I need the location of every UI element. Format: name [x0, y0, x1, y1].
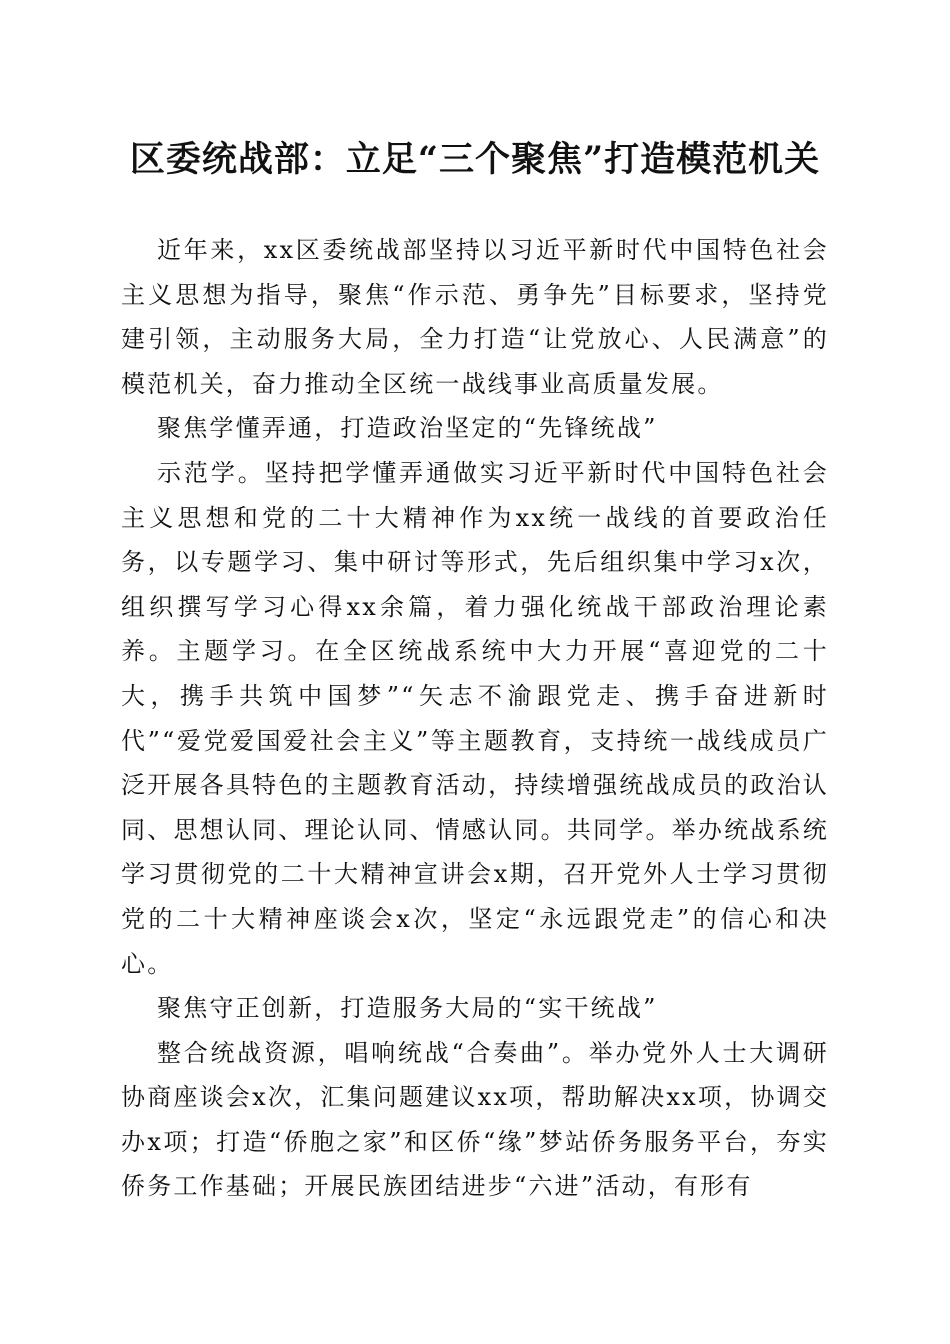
document-body — [121, 228, 829, 1209]
section-2-paragraph: 整合统战资源，唱响统战“合奏曲”。举办党外人士大调研协商座谈会x次，汇集问题建议xx项，帮助解决xx项，协调交办x项；打造“侨胞之家”和区侨“缘”梦站侨务服务平台，夯实侨务工作基础；开展民族团结进步“六进”活动，有形有 — [121, 1038, 829, 1201]
document-title: 区委统战部：立足“三个聚焦”打造模范机关 — [129, 139, 821, 180]
intro-paragraph: 近年来，xx区委统战部坚持以习近平新时代中国特色社会主义思想为指导，聚焦“作示范、勇争先”目标要求，坚持党建引领，主动服务大局，全力打造“让党放心、人民满意”的模范机关，奋力推动全区统一战线事业高质量发展。 — [121, 236, 829, 398]
section-heading-1: 聚焦学懂弄通，打造政治坚定的“先锋统战” — [157, 414, 658, 443]
section-heading-2: 聚焦守正创新，打造服务大局的“实干统战” — [157, 994, 658, 1023]
section-1-paragraph: 示范学。坚持把学懂弄通做实习近平新时代中国特色社会主义思想和党的二十大精神作为xx统一战线的首要政治任务，以专题学习、集中研讨等形式，先后组织集中学习x次，组织撰写学习心得xx余篇，着力强化统战干部政治理论素养。主题学习。在全区统战系统中大力开展“喜迎党的二十大，携手共筑中国梦”“矢志不渝跟党走、携手奋进新时代”“爱党爱国爱社会主义”等主题教育，支持统一战线成员广泛开展各具特色的主题教育活动，持续增强统战成员的政治认同、思想认同、理论认同、情感认同。共同学。举办统战系统学习贯彻党的二十大精神宣讲会x期，召开党外人士学习贯彻党的二十大精神座谈会x次，坚定“永远跟党走”的信心和决心。 — [121, 458, 829, 978]
